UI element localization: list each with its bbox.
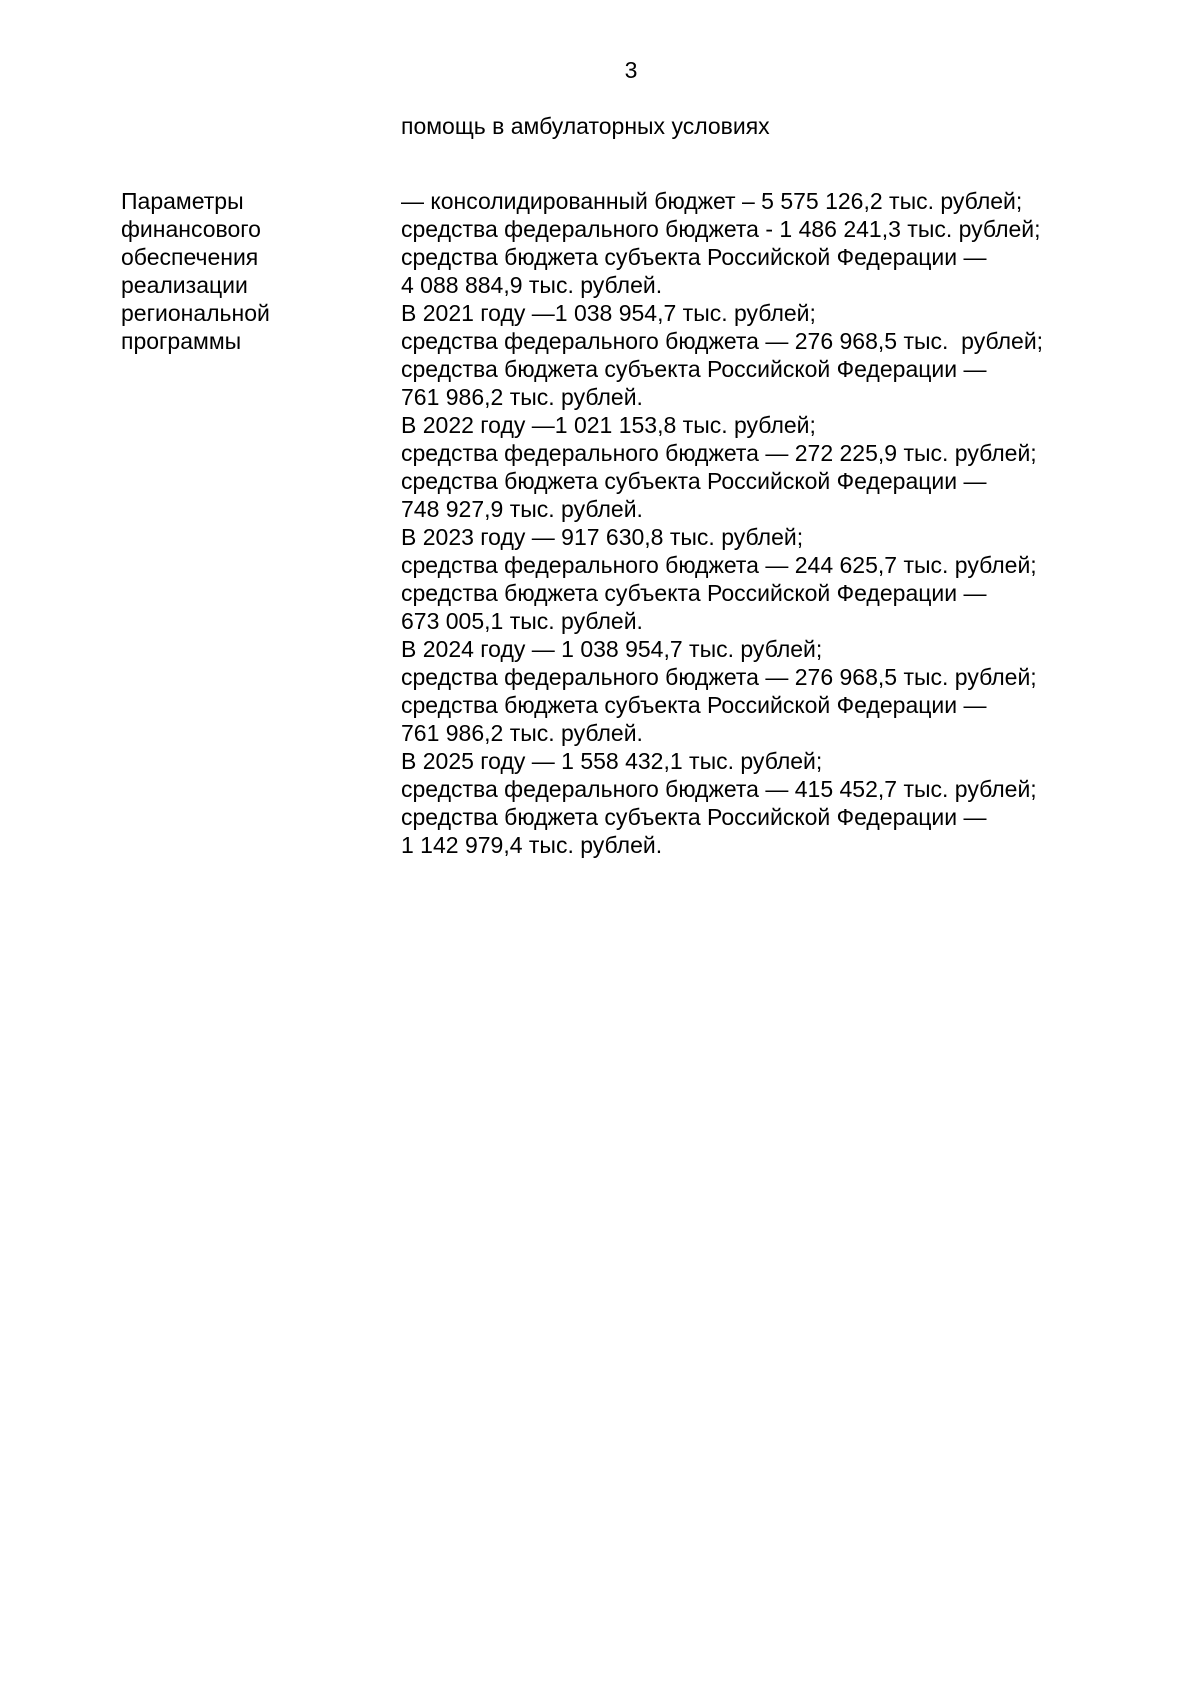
value-line: 4 088 884,9 тыс. рублей. — [401, 272, 663, 298]
value-line: В 2024 году — 1 038 954,7 тыс. рублей; — [401, 636, 823, 662]
value-line: В 2023 году — 917 630,8 тыс. рублей; — [401, 524, 804, 550]
label-line: финансового — [121, 216, 261, 242]
label-line: Параметры — [121, 188, 244, 214]
value-line: средства бюджета субъекта Российской Федерации — — [401, 468, 987, 494]
value-line: средства бюджета субъекта Российской Федерации — — [401, 244, 987, 270]
value-line: средства федерального бюджета — 276 968,5 тыс. рублей; — [401, 664, 1037, 690]
label-line: реализации — [121, 272, 248, 298]
value-line: 748 927,9 тыс. рублей. — [401, 496, 643, 522]
value-line: средства федерального бюджета - 1 486 241,3 тыс. рублей; — [401, 216, 1041, 242]
value-line: В 2021 году —1 038 954,7 тыс. рублей; — [401, 300, 816, 326]
financing-parameters-values — [401, 187, 1161, 859]
value-line: — консолидированный бюджет – 5 575 126,2 тыс. рублей; — [401, 188, 1023, 214]
label-line: региональной — [121, 300, 270, 326]
value-line: средства федерального бюджета — 276 968,5 тыс. рублей; — [401, 328, 1044, 354]
financing-parameters-label — [121, 187, 291, 355]
value-line: 761 986,2 тыс. рублей. — [401, 720, 643, 746]
value-line: средства федерального бюджета — 244 625,7 тыс. рублей; — [401, 552, 1037, 578]
value-line: 761 986,2 тыс. рублей. — [401, 384, 643, 410]
label-line: программы — [121, 328, 242, 354]
label-line: обеспечения — [121, 244, 259, 270]
value-line: средства бюджета субъекта Российской Федерации — — [401, 804, 987, 830]
continued-text: помощь в амбулаторных условиях — [401, 113, 770, 139]
value-line: средства федерального бюджета — 272 225,9 тыс. рублей; — [401, 440, 1037, 466]
page-number: 3 — [624, 57, 638, 83]
value-line: В 2022 году —1 021 153,8 тыс. рублей; — [401, 412, 816, 438]
value-line: средства бюджета субъекта Российской Федерации — — [401, 692, 987, 718]
value-line: В 2025 году — 1 558 432,1 тыс. рублей; — [401, 748, 823, 774]
value-line: 673 005,1 тыс. рублей. — [401, 608, 643, 634]
value-line: 1 142 979,4 тыс. рублей. — [401, 832, 663, 858]
value-line: средства бюджета субъекта Российской Федерации — — [401, 580, 987, 606]
value-line: средства бюджета субъекта Российской Федерации — — [401, 356, 987, 382]
value-line: средства федерального бюджета — 415 452,7 тыс. рублей; — [401, 776, 1037, 802]
